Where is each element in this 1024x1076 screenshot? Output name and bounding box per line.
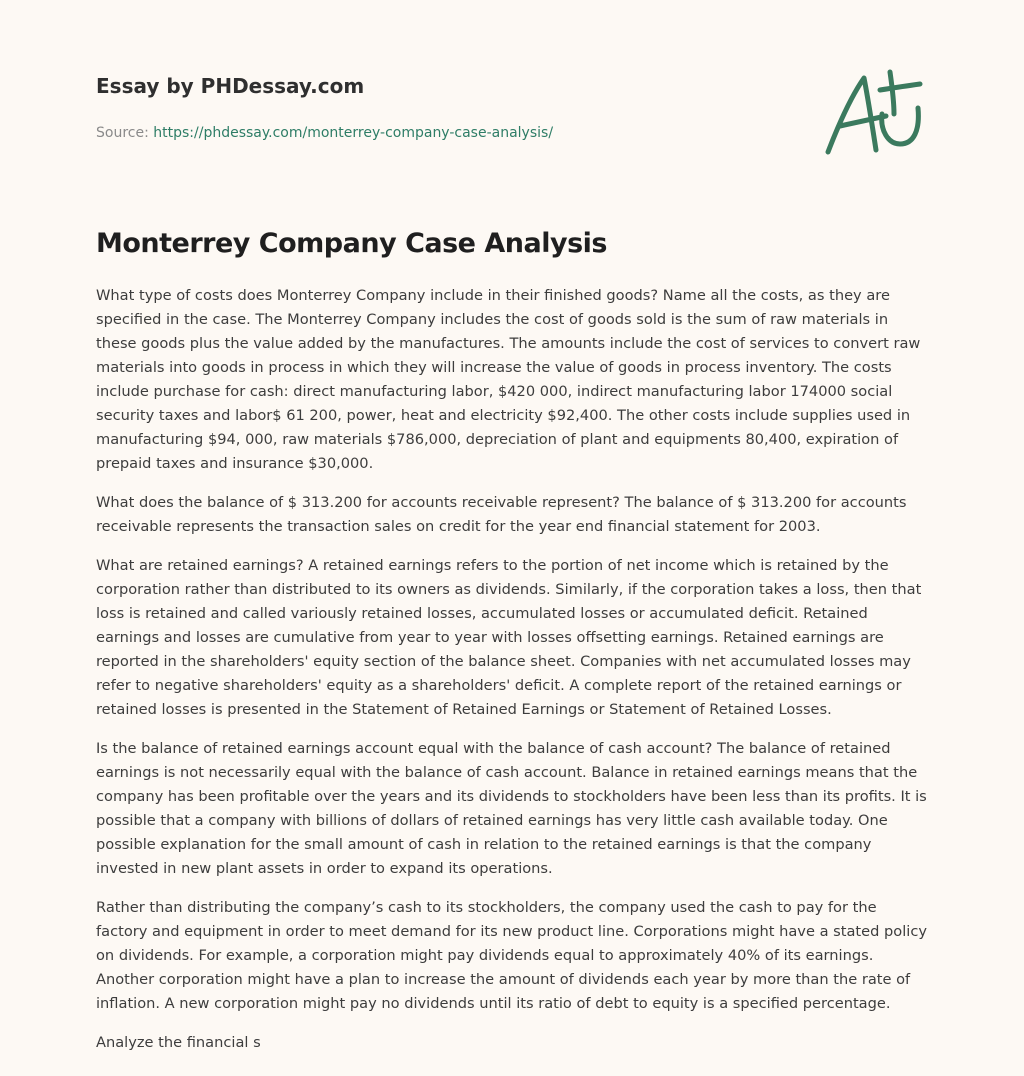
essay-paragraph: Rather than distributing the company’s cash to its stockholders, the company used the cash to pay for the factory and equipment in order to meet demand for its new product line. Corporations might have a stated policy on dividends. For example, a corporation might pay dividends equal to approximately 40% of its earnings. Another corporation might have a plan to increase the amount of dividends each year by more than the rate of inflation. A new corporation might pay no dividends until its ratio of debt to equity is a specified percentage. <box>96 899 927 1012</box>
document-header <box>96 74 928 174</box>
a-plus-logo-icon <box>824 68 928 164</box>
essay-paragraph: What type of costs does Monterrey Company include in their finished goods? Name all the costs, as they are specified in the case. The Monterrey Company includes the cost of goods sold is the sum of raw materials in these goods plus the value added by the manufactures. The amounts include the cost of services to convert raw materials into goods in process in which they will increase the value of goods in process inventory. The costs include purchase for cash: direct manufacturing labor, $420 000, indirect manufacturing labor 174000 social security taxes and labor$ 61 200, power, heat and electricity $92,400. The other costs include supplies used in manufacturing $94, 000, raw materials $786,000, depreciation of plant and equipments 80,400, expiration of prepaid taxes and insurance $30,000. <box>96 287 921 472</box>
essay-paragraph: What are retained earnings? A retained earnings refers to the portion of net income which is retained by the corporation rather than distributed to its owners as dividends. Similarly, if the corporation takes a loss, then that loss is retained and called variously retained losses, accumulated losses or accumulated deficit. Retained earnings and losses are cumulative from year to year with losses offsetting earnings. Retained earnings are reported in the shareholders' equity section of the balance sheet. Companies with net accumulated losses may refer to negative shareholders' equity as a shareholders' deficit. A complete report of the retained earnings or retained losses is presented in the Statement of Retained Earnings or Statement of Retained Losses. <box>96 557 922 718</box>
site-title: Essay by PHDessay.com <box>96 74 365 98</box>
source-line <box>96 125 553 142</box>
essay-paragraph: What does the balance of $ 313.200 for accounts receivable represent? The balance of $ 313.200 for accounts receivable represents the transaction sales on credit for the year end financial statement for 2003. <box>96 494 907 535</box>
essay-paragraph-truncated: Analyze the financial s <box>96 1034 261 1051</box>
essay-body <box>96 284 930 1070</box>
essay-paragraph: Is the balance of retained earnings account equal with the balance of cash account? The balance of retained earnings is not necessarily equal with the balance of cash account. Balance in retained earnings means that the company has been profitable over the years and its dividends to stockholders have been less than its profits. It is possible that a company with billions of dollars of retained earnings has very little cash available today. One possible explanation for the small amount of cash in relation to the retained earnings is that the company invested in new plant assets in order to expand its operations. <box>96 740 927 877</box>
source-link[interactable]: https://phdessay.com/monterrey-company-case-analysis/ <box>153 125 554 141</box>
source-label: Source: <box>96 125 154 141</box>
essay-title: Monterrey Company Case Analysis <box>96 228 607 259</box>
